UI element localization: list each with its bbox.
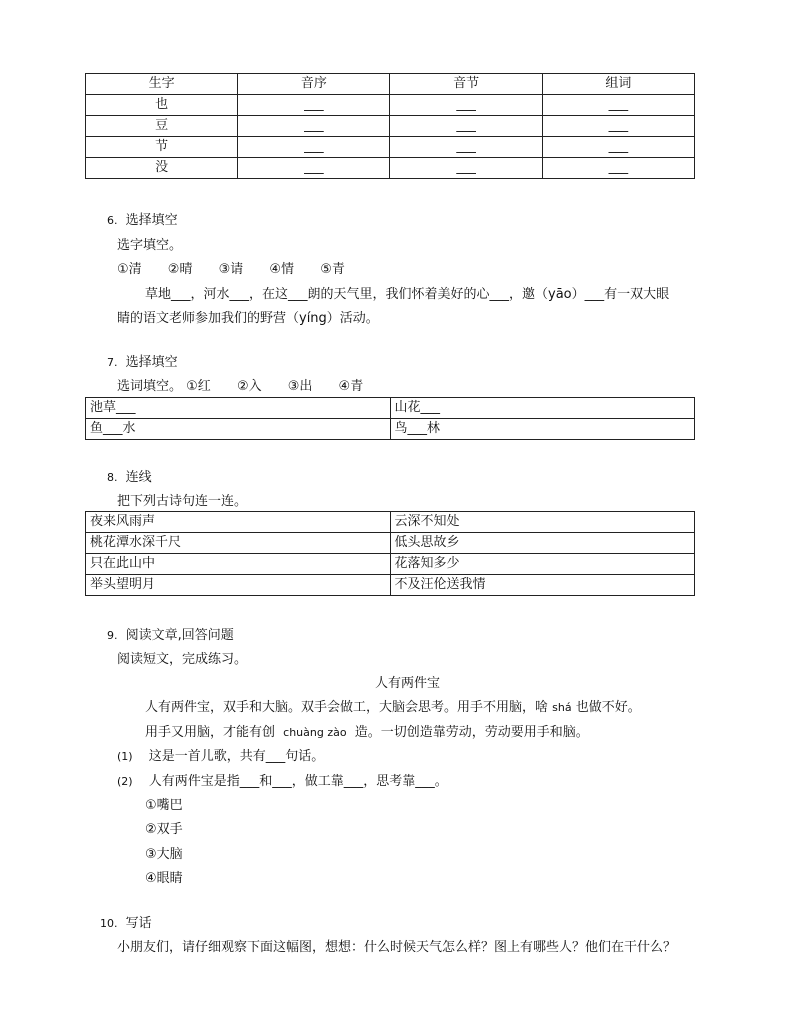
table-cell: 云深不知处 bbox=[390, 512, 695, 533]
q10-title: 写话 bbox=[125, 916, 152, 931]
table-cell: ___ bbox=[542, 158, 694, 179]
table-row bbox=[86, 137, 695, 158]
table-header: 组词 bbox=[542, 74, 694, 95]
q7-heading bbox=[107, 351, 178, 370]
option: ③出 bbox=[287, 379, 313, 394]
table-cell: 鱼___水 bbox=[86, 419, 391, 440]
sub-question-1 bbox=[117, 745, 324, 764]
table-cell: 夜来风雨声 bbox=[86, 512, 391, 533]
option: ⑤青 bbox=[320, 262, 345, 277]
q6-number: 6. bbox=[107, 214, 118, 227]
option: ④情 bbox=[269, 262, 295, 277]
q7-table bbox=[85, 397, 695, 440]
table-cell: ___ bbox=[542, 137, 694, 158]
q8-table bbox=[85, 511, 695, 596]
table-row bbox=[86, 512, 695, 533]
table-cell: 没 bbox=[86, 158, 238, 179]
table-cell: ___ bbox=[238, 116, 390, 137]
q8-title: 连线 bbox=[125, 470, 152, 485]
table-header-row bbox=[86, 74, 695, 95]
q10-text: 小朋友们，请仔细观察下面这幅图，想想：什么时候天气怎么样？图上有哪些人？他们在干什么？ bbox=[117, 940, 677, 955]
q9-number: 9. bbox=[107, 629, 118, 642]
table-cell: 鸟___林 bbox=[390, 419, 695, 440]
q9-instruction: 阅读短文，完成练习。 bbox=[117, 652, 248, 667]
table-cell: ___ bbox=[238, 137, 390, 158]
q8-instruction: 把下列古诗句连一连。 bbox=[117, 494, 248, 509]
table-cell: 只在此山中 bbox=[86, 554, 391, 575]
q10-heading bbox=[100, 912, 152, 931]
q6-text-line1: 草地___，河水___，在这___朗的天气里，我们怀着美好的心___，邀（yāo）___有一双大眼 bbox=[145, 287, 670, 302]
pinyin: shá bbox=[552, 701, 572, 714]
q6-options bbox=[117, 258, 367, 277]
table-row bbox=[86, 575, 695, 596]
poem-line2 bbox=[145, 721, 589, 740]
q6-heading bbox=[107, 209, 178, 228]
table-header: 音序 bbox=[238, 74, 390, 95]
table-row bbox=[86, 419, 695, 440]
table-cell: ___ bbox=[390, 137, 542, 158]
table-cell: 花落知多少 bbox=[390, 554, 695, 575]
sub-number: (2) bbox=[117, 775, 133, 788]
option: ①清 bbox=[117, 262, 142, 277]
table-cell: ___ bbox=[238, 95, 390, 116]
table-row bbox=[86, 398, 695, 419]
poem-text: 造。一切创造靠劳动，劳动要用手和脑。 bbox=[354, 725, 589, 740]
character-table bbox=[85, 73, 695, 179]
table-cell: 池草___ bbox=[86, 398, 391, 419]
table-cell: 不及汪伦送我情 bbox=[390, 575, 695, 596]
option: ③请 bbox=[218, 262, 244, 277]
poem-text: 人有两件宝，双手和大脑。双手会做工，大脑会思考。用手不用脑，啥 bbox=[145, 700, 549, 715]
sub-text: 这是一首儿歌，共有___句话。 bbox=[148, 749, 325, 764]
q9-title: 阅读文章,回答问题 bbox=[125, 628, 234, 643]
table-cell: 桃花潭水深千尺 bbox=[86, 533, 391, 554]
poem-title: 人有两件宝 bbox=[375, 676, 441, 691]
table-row bbox=[86, 533, 695, 554]
sub-question-2 bbox=[117, 770, 448, 789]
table-row bbox=[86, 554, 695, 575]
option: ②晴 bbox=[167, 262, 193, 277]
q7-instruction: 选词填空。 bbox=[117, 379, 183, 394]
sub-text: 人有两件宝是指___和___，做工靠___，思考靠___。 bbox=[148, 774, 448, 789]
q7-title: 选择填空 bbox=[125, 355, 178, 370]
q6-text-line2: 睛的语文老师参加我们的野营（yíng）活动。 bbox=[117, 311, 379, 326]
pinyin: chuàng zào bbox=[283, 726, 347, 739]
table-header: 生字 bbox=[86, 74, 238, 95]
table-cell: ___ bbox=[542, 95, 694, 116]
table-cell: ___ bbox=[390, 95, 542, 116]
table-header: 音节 bbox=[390, 74, 542, 95]
q10-number: 10. bbox=[100, 917, 118, 930]
table-row bbox=[86, 95, 695, 116]
poem-text: 也做不好。 bbox=[575, 700, 641, 715]
q6-title: 选择填空 bbox=[125, 213, 178, 228]
poem-text: 用手又用脑，才能有创 bbox=[145, 725, 276, 740]
table-cell: 山花___ bbox=[390, 398, 695, 419]
poem-line1 bbox=[145, 696, 641, 715]
q9-heading bbox=[107, 624, 234, 643]
table-cell: ___ bbox=[238, 158, 390, 179]
table-cell: ___ bbox=[542, 116, 694, 137]
table-cell: ___ bbox=[390, 116, 542, 137]
q7-number: 7. bbox=[107, 356, 118, 369]
choice: ②双手 bbox=[145, 822, 183, 837]
table-cell: 豆 bbox=[86, 116, 238, 137]
table-cell: 低头思故乡 bbox=[390, 533, 695, 554]
table-row bbox=[86, 116, 695, 137]
table-cell: 节 bbox=[86, 137, 238, 158]
choice: ①嘴巴 bbox=[145, 798, 183, 813]
option: ②入 bbox=[236, 379, 262, 394]
option: ④青 bbox=[338, 379, 364, 394]
q8-heading bbox=[107, 466, 152, 485]
table-row bbox=[86, 158, 695, 179]
choice: ④眼睛 bbox=[145, 871, 183, 886]
sub-number: (1) bbox=[117, 750, 133, 763]
table-cell: 举头望明月 bbox=[86, 575, 391, 596]
table-cell: 也 bbox=[86, 95, 238, 116]
choice: ③大脑 bbox=[145, 847, 183, 862]
table-cell: ___ bbox=[390, 158, 542, 179]
q7-instruction-row bbox=[117, 375, 385, 394]
option: ①红 bbox=[186, 379, 211, 394]
q8-number: 8. bbox=[107, 471, 118, 484]
q6-instruction: 选字填空。 bbox=[117, 238, 183, 253]
